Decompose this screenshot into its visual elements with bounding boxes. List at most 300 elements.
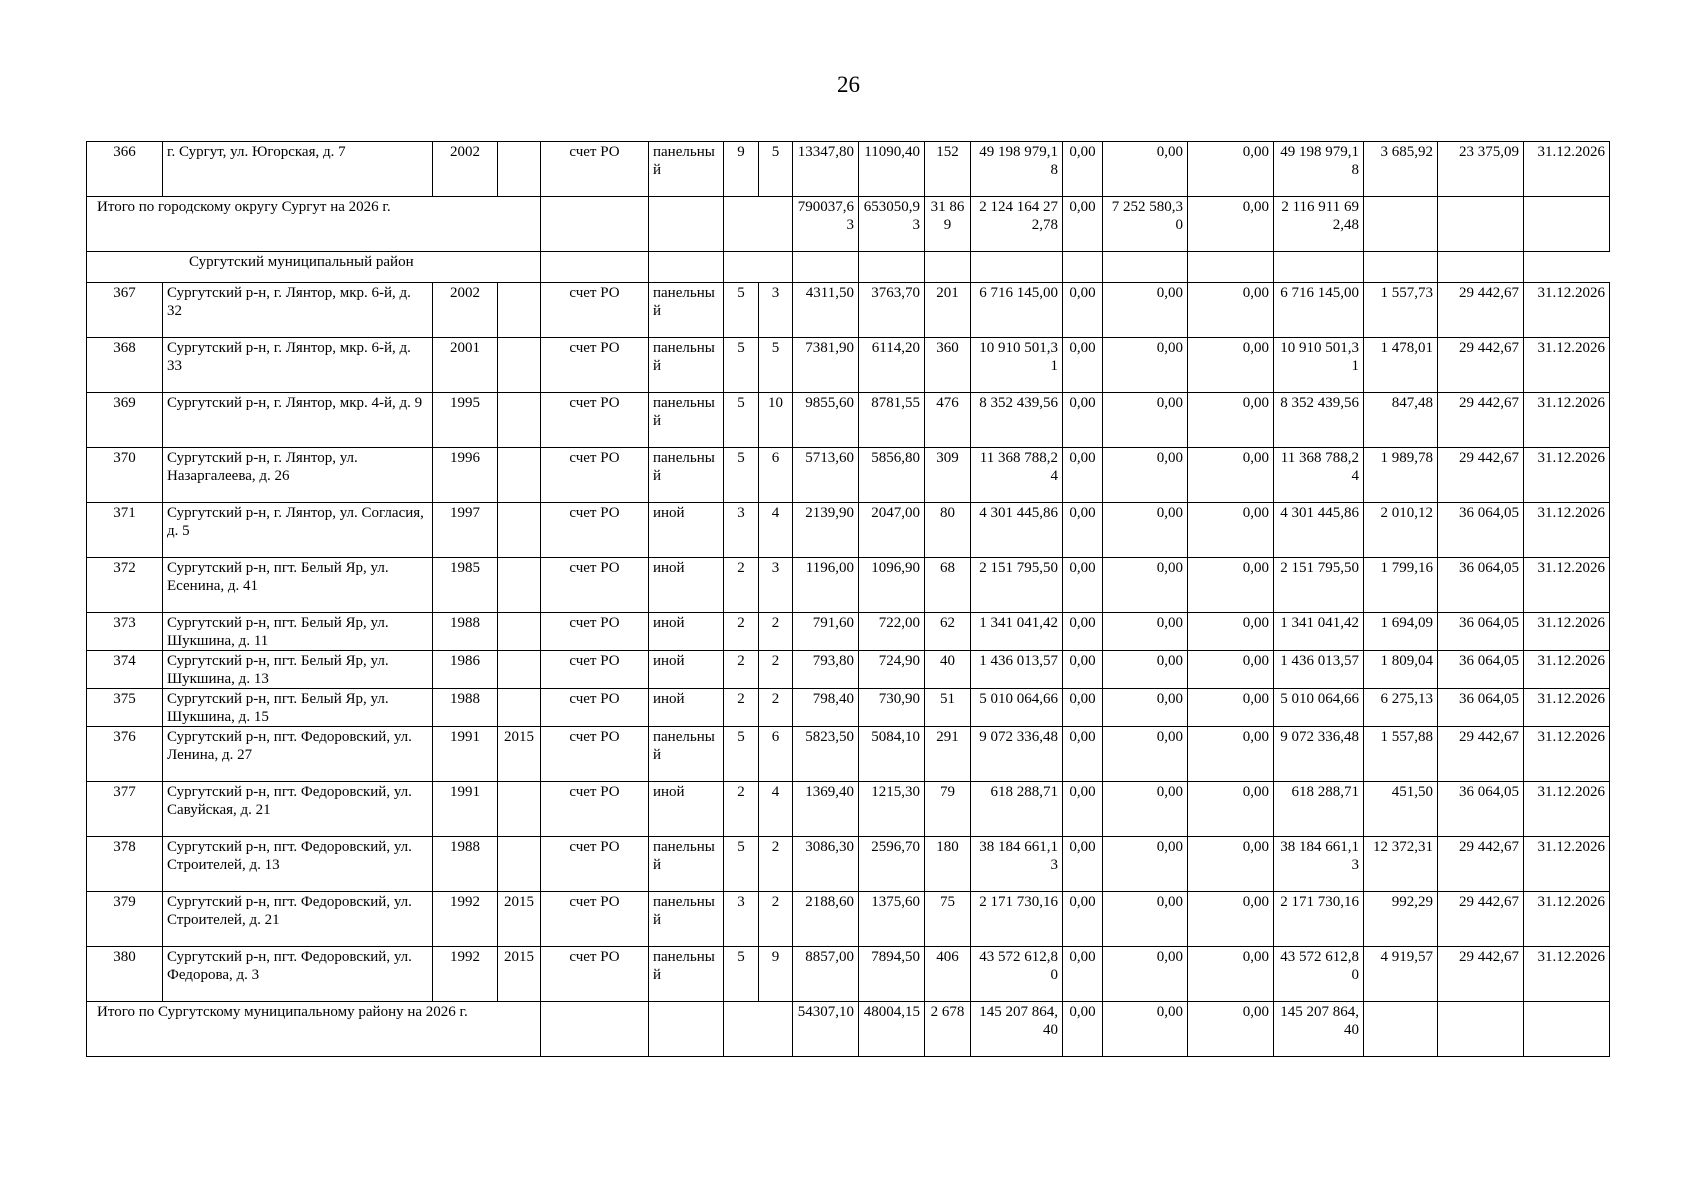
entrances: 10 (759, 393, 793, 448)
living-area: 5084,10 (859, 727, 925, 782)
cost-owners: 2 171 730,16 (1274, 892, 1364, 947)
cost-share-local: 0,00 (1188, 142, 1274, 197)
cost-share-local: 0,00 (1188, 197, 1274, 252)
empty-cell (793, 252, 859, 283)
address: Сургутский р-н, пгт. Федоровский, ул. Строителей, д. 13 (163, 837, 433, 892)
floors: 3 (724, 503, 759, 558)
address: Сургутский р-н, г. Лянтор, мкр. 6-й, д. 33 (163, 338, 433, 393)
total-cost: 2 124 164 272,78 (971, 197, 1063, 252)
deadline: 31.12.2026 (1524, 947, 1610, 1002)
year-repair (498, 393, 541, 448)
cost-owners: 145 207 864,40 (1274, 1002, 1364, 1057)
wall-material: панельный (649, 283, 724, 338)
table-row (87, 837, 1610, 892)
wall-material: иной (649, 782, 724, 837)
residents: 291 (925, 727, 971, 782)
fund-type: счет РО (541, 892, 649, 947)
entrances: 2 (759, 689, 793, 727)
table-row (87, 727, 1610, 782)
cost-share-regional: 0,00 (1103, 448, 1188, 503)
deadline: 31.12.2026 (1524, 837, 1610, 892)
total-area: 4311,50 (793, 283, 859, 338)
cost-share-regional: 0,00 (1103, 393, 1188, 448)
max-cost-per-sqm: 36 064,05 (1438, 503, 1524, 558)
cost-share-federal: 0,00 (1063, 782, 1103, 837)
year-repair: 2015 (498, 727, 541, 782)
year-built: 2001 (433, 338, 498, 393)
total-cost: 11 368 788,24 (971, 448, 1063, 503)
year-built: 1988 (433, 837, 498, 892)
cost-owners: 38 184 661,13 (1274, 837, 1364, 892)
year-built: 1995 (433, 393, 498, 448)
fund-type: счет РО (541, 727, 649, 782)
floors: 5 (724, 393, 759, 448)
total-area: 54307,10 (793, 1002, 859, 1057)
cost-per-sqm: 3 685,92 (1364, 142, 1438, 197)
deadline: 31.12.2026 (1524, 142, 1610, 197)
entrances: 6 (759, 448, 793, 503)
year-built: 2002 (433, 142, 498, 197)
total-area: 790037,63 (793, 197, 859, 252)
living-area: 48004,15 (859, 1002, 925, 1057)
max-cost-per-sqm: 36 064,05 (1438, 782, 1524, 837)
floors: 2 (724, 613, 759, 651)
year-repair (498, 142, 541, 197)
floors: 5 (724, 727, 759, 782)
register-table-body (87, 142, 1610, 1057)
total-cost: 5 010 064,66 (971, 689, 1063, 727)
max-cost-per-sqm: 23 375,09 (1438, 142, 1524, 197)
deadline: 31.12.2026 (1524, 393, 1610, 448)
wall-material: панельный (649, 837, 724, 892)
wall-material: панельный (649, 448, 724, 503)
total-area: 7381,90 (793, 338, 859, 393)
cost-share-federal: 0,00 (1063, 837, 1103, 892)
living-area: 1096,90 (859, 558, 925, 613)
cost-share-federal: 0,00 (1063, 503, 1103, 558)
fund-type (541, 1002, 649, 1057)
page-number: 26 (837, 72, 860, 97)
cost-share-federal: 0,00 (1063, 1002, 1103, 1057)
empty-cell (859, 252, 925, 283)
residents: 40 (925, 651, 971, 689)
empty-cell (971, 252, 1063, 283)
address: Сургутский р-н, пгт. Белый Яр, ул. Шукшина, д. 11 (163, 613, 433, 651)
row-number: 372 (87, 558, 163, 613)
cost-per-sqm: 2 010,12 (1364, 503, 1438, 558)
row-number: 368 (87, 338, 163, 393)
total-cost: 1 436 013,57 (971, 651, 1063, 689)
floors: 2 (724, 782, 759, 837)
living-area: 730,90 (859, 689, 925, 727)
cost-share-regional: 0,00 (1103, 142, 1188, 197)
cost-owners: 8 352 439,56 (1274, 393, 1364, 448)
year-built: 1992 (433, 892, 498, 947)
living-area: 8781,55 (859, 393, 925, 448)
cost-share-federal: 0,00 (1063, 947, 1103, 1002)
max-cost-per-sqm (1438, 197, 1524, 252)
wall-material: панельный (649, 727, 724, 782)
residents: 75 (925, 892, 971, 947)
total-cost: 1 341 041,42 (971, 613, 1063, 651)
row-number: 369 (87, 393, 163, 448)
max-cost-per-sqm: 29 442,67 (1438, 727, 1524, 782)
cost-share-federal: 0,00 (1063, 613, 1103, 651)
cost-owners: 49 198 979,18 (1274, 142, 1364, 197)
total-cost: 4 301 445,86 (971, 503, 1063, 558)
entrances: 4 (759, 782, 793, 837)
cost-owners: 618 288,71 (1274, 782, 1364, 837)
cost-per-sqm (1364, 1002, 1438, 1057)
max-cost-per-sqm: 29 442,67 (1438, 448, 1524, 503)
max-cost-per-sqm: 36 064,05 (1438, 689, 1524, 727)
total-row (87, 1002, 1610, 1057)
living-area: 722,00 (859, 613, 925, 651)
cost-per-sqm (1364, 197, 1438, 252)
cost-share-regional: 0,00 (1103, 837, 1188, 892)
entrances: 2 (759, 837, 793, 892)
fund-type: счет РО (541, 393, 649, 448)
cost-per-sqm: 1 809,04 (1364, 651, 1438, 689)
empty-cell (1063, 252, 1103, 283)
entrances: 3 (759, 558, 793, 613)
table-row (87, 503, 1610, 558)
entrances: 4 (759, 503, 793, 558)
floors: 5 (724, 283, 759, 338)
cost-owners: 11 368 788,24 (1274, 448, 1364, 503)
cost-share-regional: 0,00 (1103, 503, 1188, 558)
cost-share-local: 0,00 (1188, 613, 1274, 651)
total-area: 13347,80 (793, 142, 859, 197)
residents: 152 (925, 142, 971, 197)
living-area: 653050,93 (859, 197, 925, 252)
fund-type: счет РО (541, 558, 649, 613)
living-area: 2047,00 (859, 503, 925, 558)
total-cost: 43 572 612,80 (971, 947, 1063, 1002)
cost-per-sqm: 12 372,31 (1364, 837, 1438, 892)
cost-per-sqm: 1 478,01 (1364, 338, 1438, 393)
max-cost-per-sqm: 29 442,67 (1438, 338, 1524, 393)
year-repair (498, 558, 541, 613)
floors: 5 (724, 338, 759, 393)
cost-owners: 9 072 336,48 (1274, 727, 1364, 782)
max-cost-per-sqm (1438, 1002, 1524, 1057)
cost-share-local: 0,00 (1188, 448, 1274, 503)
year-built: 1988 (433, 689, 498, 727)
row-number: 376 (87, 727, 163, 782)
deadline: 31.12.2026 (1524, 892, 1610, 947)
year-built: 1991 (433, 727, 498, 782)
cost-per-sqm: 451,50 (1364, 782, 1438, 837)
cost-share-regional: 0,00 (1103, 558, 1188, 613)
total-cost: 10 910 501,31 (971, 338, 1063, 393)
year-repair (498, 651, 541, 689)
cost-share-regional: 0,00 (1103, 689, 1188, 727)
total-area: 791,60 (793, 613, 859, 651)
row-number: 367 (87, 283, 163, 338)
table-row (87, 689, 1610, 727)
cost-share-federal: 0,00 (1063, 727, 1103, 782)
total-row (87, 197, 1610, 252)
entrances: 5 (759, 142, 793, 197)
cost-owners: 43 572 612,80 (1274, 947, 1364, 1002)
cost-per-sqm: 1 799,16 (1364, 558, 1438, 613)
cost-share-local: 0,00 (1188, 393, 1274, 448)
address: Сургутский р-н, г. Лянтор, мкр. 6-й, д. 32 (163, 283, 433, 338)
fund-type: счет РО (541, 837, 649, 892)
year-repair (498, 503, 541, 558)
wall-material: иной (649, 558, 724, 613)
living-area: 5856,80 (859, 448, 925, 503)
floors: 2 (724, 651, 759, 689)
total-area: 2188,60 (793, 892, 859, 947)
address: Сургутский р-н, пгт. Белый Яр, ул. Шукшина, д. 15 (163, 689, 433, 727)
address: г. Сургут, ул. Югорская, д. 7 (163, 142, 433, 197)
year-repair: 2015 (498, 947, 541, 1002)
residents: 80 (925, 503, 971, 558)
address: Сургутский р-н, пгт. Федоровский, ул. Строителей, д. 21 (163, 892, 433, 947)
total-area: 9855,60 (793, 393, 859, 448)
entrances: 2 (759, 651, 793, 689)
wall-material: панельный (649, 947, 724, 1002)
fund-type: счет РО (541, 448, 649, 503)
total-cost: 145 207 864,40 (971, 1002, 1063, 1057)
wall-material (649, 197, 724, 252)
max-cost-per-sqm: 36 064,05 (1438, 651, 1524, 689)
deadline: 31.12.2026 (1524, 782, 1610, 837)
table-row (87, 613, 1610, 651)
entrances: 5 (759, 338, 793, 393)
max-cost-per-sqm: 29 442,67 (1438, 283, 1524, 338)
table-row (87, 283, 1610, 338)
year-built: 1988 (433, 613, 498, 651)
table-row (87, 142, 1610, 197)
cost-owners: 2 151 795,50 (1274, 558, 1364, 613)
deadline: 31.12.2026 (1524, 689, 1610, 727)
row-number: 373 (87, 613, 163, 651)
cost-share-federal: 0,00 (1063, 197, 1103, 252)
row-number: 377 (87, 782, 163, 837)
deadline (1524, 1002, 1610, 1057)
max-cost-per-sqm: 29 442,67 (1438, 892, 1524, 947)
cost-share-local: 0,00 (1188, 651, 1274, 689)
max-cost-per-sqm: 36 064,05 (1438, 558, 1524, 613)
cost-per-sqm: 847,48 (1364, 393, 1438, 448)
fund-type: счет РО (541, 613, 649, 651)
row-number: 371 (87, 503, 163, 558)
max-cost-per-sqm: 29 442,67 (1438, 393, 1524, 448)
cost-share-local: 0,00 (1188, 558, 1274, 613)
wall-material: панельный (649, 892, 724, 947)
max-cost-per-sqm: 29 442,67 (1438, 837, 1524, 892)
cost-share-regional: 0,00 (1103, 782, 1188, 837)
row-number: 366 (87, 142, 163, 197)
cost-owners: 4 301 445,86 (1274, 503, 1364, 558)
cost-share-federal: 0,00 (1063, 393, 1103, 448)
year-repair (498, 837, 541, 892)
living-area: 6114,20 (859, 338, 925, 393)
cost-share-federal: 0,00 (1063, 142, 1103, 197)
cost-share-federal: 0,00 (1063, 651, 1103, 689)
floors: 5 (724, 947, 759, 1002)
total-area: 793,80 (793, 651, 859, 689)
cost-share-federal: 0,00 (1063, 448, 1103, 503)
cost-share-regional: 7 252 580,30 (1103, 197, 1188, 252)
table-row (87, 448, 1610, 503)
wall-material (649, 1002, 724, 1057)
total-area: 5823,50 (793, 727, 859, 782)
total-area: 5713,60 (793, 448, 859, 503)
living-area: 724,90 (859, 651, 925, 689)
cost-share-local: 0,00 (1188, 689, 1274, 727)
residents: 360 (925, 338, 971, 393)
total-cost: 9 072 336,48 (971, 727, 1063, 782)
entrances: 6 (759, 727, 793, 782)
entrances: 2 (759, 892, 793, 947)
row-number: 380 (87, 947, 163, 1002)
max-cost-per-sqm: 36 064,05 (1438, 613, 1524, 651)
empty-cell (1438, 252, 1524, 283)
floors: 5 (724, 448, 759, 503)
table-row (87, 947, 1610, 1002)
deadline: 31.12.2026 (1524, 448, 1610, 503)
year-repair (498, 689, 541, 727)
cost-owners: 2 116 911 692,48 (1274, 197, 1364, 252)
empty-cell (1364, 252, 1438, 283)
cost-share-local: 0,00 (1188, 782, 1274, 837)
cost-share-regional: 0,00 (1103, 613, 1188, 651)
living-area: 1375,60 (859, 892, 925, 947)
table-row (87, 338, 1610, 393)
cost-share-local: 0,00 (1188, 1002, 1274, 1057)
cost-share-federal: 0,00 (1063, 892, 1103, 947)
fund-type: счет РО (541, 782, 649, 837)
year-repair (498, 782, 541, 837)
cost-share-regional: 0,00 (1103, 892, 1188, 947)
cost-share-local: 0,00 (1188, 503, 1274, 558)
wall-material: панельный (649, 142, 724, 197)
year-built: 1996 (433, 448, 498, 503)
address: Сургутский р-н, пгт. Белый Яр, ул. Шукшина, д. 13 (163, 651, 433, 689)
cost-share-local: 0,00 (1188, 727, 1274, 782)
wall-material: иной (649, 613, 724, 651)
address: Сургутский р-н, пгт. Белый Яр, ул. Есенина, д. 41 (163, 558, 433, 613)
living-area: 11090,40 (859, 142, 925, 197)
total-label: Итого по городскому округу Сургут на 2026 г. (87, 197, 541, 252)
total-area: 798,40 (793, 689, 859, 727)
total-area: 1369,40 (793, 782, 859, 837)
total-cost: 38 184 661,13 (971, 837, 1063, 892)
wall-material: панельный (649, 338, 724, 393)
row-number: 379 (87, 892, 163, 947)
fund-type: счет РО (541, 651, 649, 689)
year-repair (498, 338, 541, 393)
deadline: 31.12.2026 (1524, 503, 1610, 558)
cost-owners: 10 910 501,31 (1274, 338, 1364, 393)
living-area: 2596,70 (859, 837, 925, 892)
total-label: Итого по Сургутскому муниципальному району на 2026 г. (87, 1002, 541, 1057)
floors: 2 (724, 558, 759, 613)
cost-per-sqm: 1 557,73 (1364, 283, 1438, 338)
address: Сургутский р-н, пгт. Федоровский, ул. Ленина, д. 27 (163, 727, 433, 782)
total-area: 3086,30 (793, 837, 859, 892)
cost-share-local: 0,00 (1188, 338, 1274, 393)
year-repair (498, 613, 541, 651)
total-cost: 618 288,71 (971, 782, 1063, 837)
cost-owners: 5 010 064,66 (1274, 689, 1364, 727)
fund-type: счет РО (541, 947, 649, 1002)
row-number: 378 (87, 837, 163, 892)
cost-per-sqm: 1 989,78 (1364, 448, 1438, 503)
table-row (87, 892, 1610, 947)
cost-share-regional: 0,00 (1103, 283, 1188, 338)
year-built: 1991 (433, 782, 498, 837)
entrances: 3 (759, 283, 793, 338)
empty-cell (1188, 252, 1274, 283)
section-heading-row (87, 252, 1610, 283)
total-cost: 6 716 145,00 (971, 283, 1063, 338)
year-built: 1986 (433, 651, 498, 689)
cost-per-sqm: 992,29 (1364, 892, 1438, 947)
empty-cell (724, 252, 793, 283)
row-number: 375 (87, 689, 163, 727)
deadline (1524, 197, 1610, 252)
row-number: 374 (87, 651, 163, 689)
residents: 68 (925, 558, 971, 613)
residents: 51 (925, 689, 971, 727)
residents: 180 (925, 837, 971, 892)
cost-owners: 1 436 013,57 (1274, 651, 1364, 689)
total-cost: 2 151 795,50 (971, 558, 1063, 613)
living-area: 3763,70 (859, 283, 925, 338)
year-repair (498, 448, 541, 503)
table-row (87, 782, 1610, 837)
table-row (87, 393, 1610, 448)
cost-share-regional: 0,00 (1103, 727, 1188, 782)
deadline: 31.12.2026 (1524, 727, 1610, 782)
floors: 3 (724, 892, 759, 947)
cost-share-regional: 0,00 (1103, 338, 1188, 393)
total-cost: 49 198 979,18 (971, 142, 1063, 197)
cost-share-federal: 0,00 (1063, 283, 1103, 338)
cost-share-federal: 0,00 (1063, 338, 1103, 393)
address: Сургутский р-н, пгт. Федоровский, ул. Федорова, д. 3 (163, 947, 433, 1002)
year-built: 1997 (433, 503, 498, 558)
fund-type: счет РО (541, 338, 649, 393)
floors-entrances (724, 1002, 793, 1057)
living-area: 1215,30 (859, 782, 925, 837)
cost-share-local: 0,00 (1188, 892, 1274, 947)
residents: 2 678 (925, 1002, 971, 1057)
total-area: 2139,90 (793, 503, 859, 558)
fund-type: счет РО (541, 503, 649, 558)
table-row (87, 558, 1610, 613)
year-built: 1985 (433, 558, 498, 613)
year-built: 1992 (433, 947, 498, 1002)
cost-share-local: 0,00 (1188, 283, 1274, 338)
fund-type: счет РО (541, 689, 649, 727)
deadline: 31.12.2026 (1524, 558, 1610, 613)
fund-type: счет РО (541, 142, 649, 197)
cost-per-sqm: 4 919,57 (1364, 947, 1438, 1002)
year-built: 2002 (433, 283, 498, 338)
floors: 5 (724, 837, 759, 892)
cost-share-federal: 0,00 (1063, 689, 1103, 727)
wall-material: иной (649, 503, 724, 558)
entrances: 9 (759, 947, 793, 1002)
residents: 406 (925, 947, 971, 1002)
section-heading: Сургутский муниципальный район (87, 252, 541, 283)
